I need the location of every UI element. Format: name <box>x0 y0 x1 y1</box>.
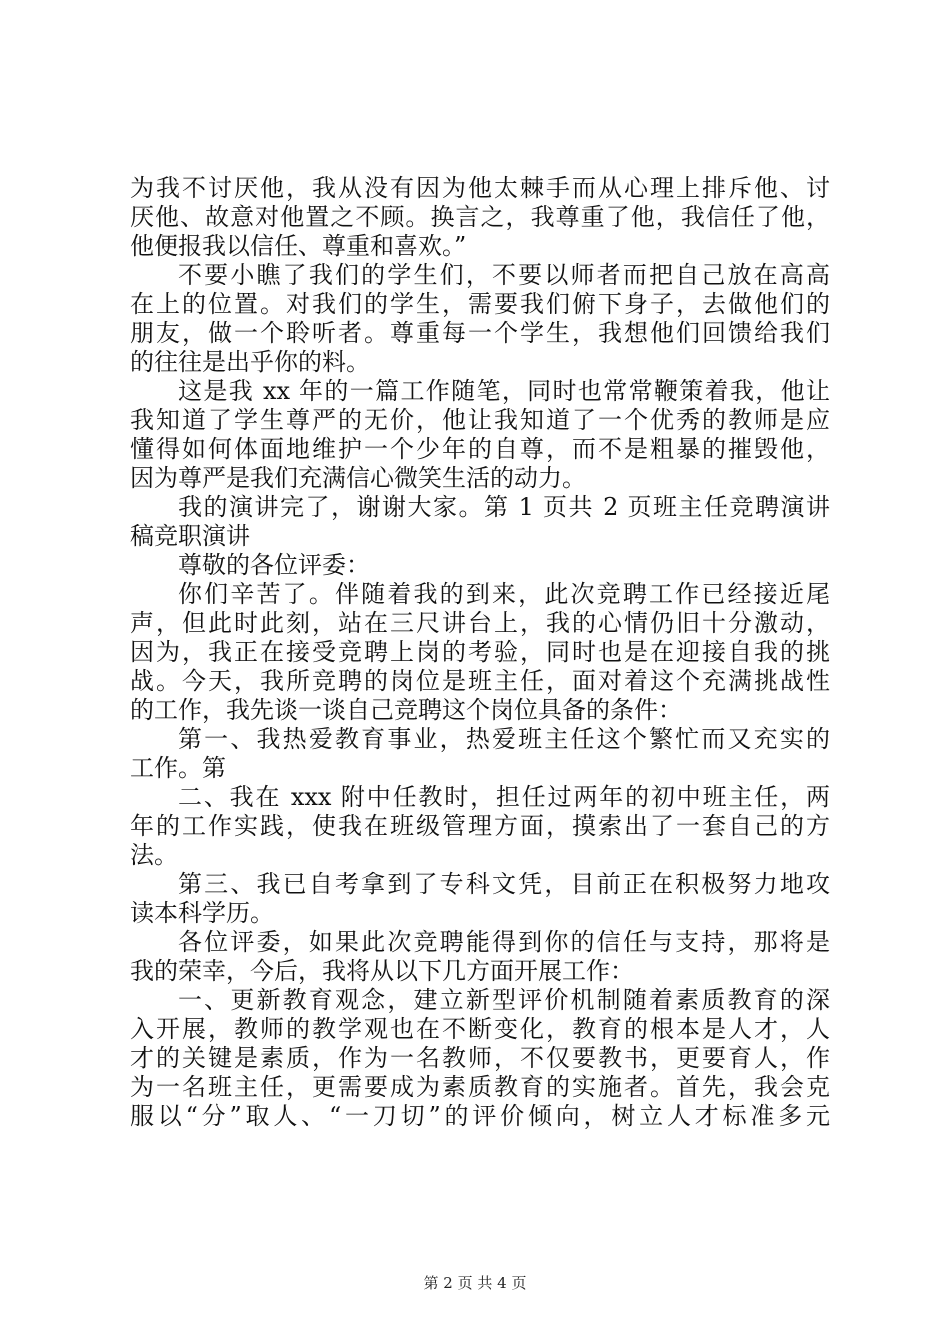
text-line: 才的关键是素质，作为一名教师，不仅要教书，更要育人，作 <box>130 1044 830 1072</box>
page-footer: 第 2 页 共 4 页 <box>423 1274 527 1292</box>
text-line: 为一名班主任，更需要成为素质教育的实施者。首先，我会克 <box>130 1073 830 1101</box>
paragraph <box>130 725 830 783</box>
document-body <box>130 174 830 1131</box>
text-line: 的往往是出乎你的料。 <box>130 348 370 376</box>
paragraph <box>130 986 830 1131</box>
text-line: 尊敬的各位评委： <box>178 551 370 579</box>
text-line: 二、我在 xxx 附中任教时，担任过两年的初中班主任，两 <box>178 783 830 811</box>
text-line: 我的演讲完了，谢谢大家。第 1 页共 2 页班主任竞聘演讲 <box>178 493 830 521</box>
text-line: 读本科学历。 <box>130 899 274 927</box>
text-line: 他便报我以信任、尊重和喜欢。” <box>130 232 467 260</box>
paragraph <box>130 261 830 377</box>
text-line: 懂得如何体面地维护一个少年的自尊，而不是粗暴的摧毁他， <box>130 435 830 463</box>
text-line: 因为尊严是我们充满信心微笑生活的动力。 <box>130 464 586 492</box>
text-line: 第一、我热爱教育事业，热爱班主任这个繁忙而又充实的 <box>178 725 830 753</box>
text-line: 这是我 xx 年的一篇工作随笔，同时也常常鞭策着我，他让 <box>178 377 830 405</box>
text-line: 朋友，做一个聆听者。尊重每一个学生，我想他们回馈给我们 <box>130 319 830 347</box>
paragraph <box>130 783 830 870</box>
text-line: 我知道了学生尊严的无价，他让我知道了一个优秀的教师是应 <box>130 406 830 434</box>
paragraph <box>130 551 830 580</box>
text-line: 入开展，教师的教学观也在不断变化，教育的根本是人才，人 <box>130 1015 830 1043</box>
text-line: 我的荣幸，今后，我将从以下几方面开展工作： <box>130 957 634 985</box>
text-line: 各位评委，如果此次竞聘能得到你的信任与支持，那将是 <box>178 928 830 956</box>
text-line: 年的工作实践，使我在班级管理方面，摸索出了一套自己的方 <box>130 812 830 840</box>
text-line: 因为，我正在接受竞聘上岗的考验，同时也是在迎接自我的挑 <box>130 638 830 666</box>
text-line: 稿竞职演讲 <box>130 522 250 550</box>
text-line: 在上的位置。对我们的学生，需要我们俯下身子，去做他们的 <box>130 290 830 318</box>
text-line: 工作。第 <box>130 754 226 782</box>
text-line: 服以“分”取人、“一刀切”的评价倾向，树立人才标准多元 <box>130 1102 830 1130</box>
paragraph <box>130 493 830 551</box>
text-line: 声，但此时此刻，站在三尺讲台上，我的心情仍旧十分激动， <box>130 609 830 637</box>
paragraph <box>130 377 830 493</box>
text-line: 厌他、故意对他置之不顾。换言之，我尊重了他，我信任了他， <box>130 203 830 231</box>
text-line: 不要小瞧了我们的学生们，不要以师者而把自己放在高高 <box>178 261 830 289</box>
paragraph <box>130 928 830 986</box>
text-line: 法。 <box>130 841 178 869</box>
text-line: 一、更新教育观念，建立新型评价机制随着素质教育的深 <box>178 986 830 1014</box>
paragraph <box>130 580 830 725</box>
text-line: 第三、我已自考拿到了专科文凭，目前正在积极努力地攻 <box>178 870 830 898</box>
text-line: 你们辛苦了。伴随着我的到来，此次竞聘工作已经接近尾 <box>178 580 830 608</box>
text-line: 的工作，我先谈一谈自己竞聘这个岗位具备的条件： <box>130 696 682 724</box>
paragraph <box>130 870 830 928</box>
paragraph <box>130 174 830 261</box>
text-line: 为我不讨厌他，我从没有因为他太棘手而从心理上排斥他、讨 <box>130 174 830 202</box>
text-line: 战。今天，我所竞聘的岗位是班主任，面对着这个充满挑战性 <box>130 667 830 695</box>
